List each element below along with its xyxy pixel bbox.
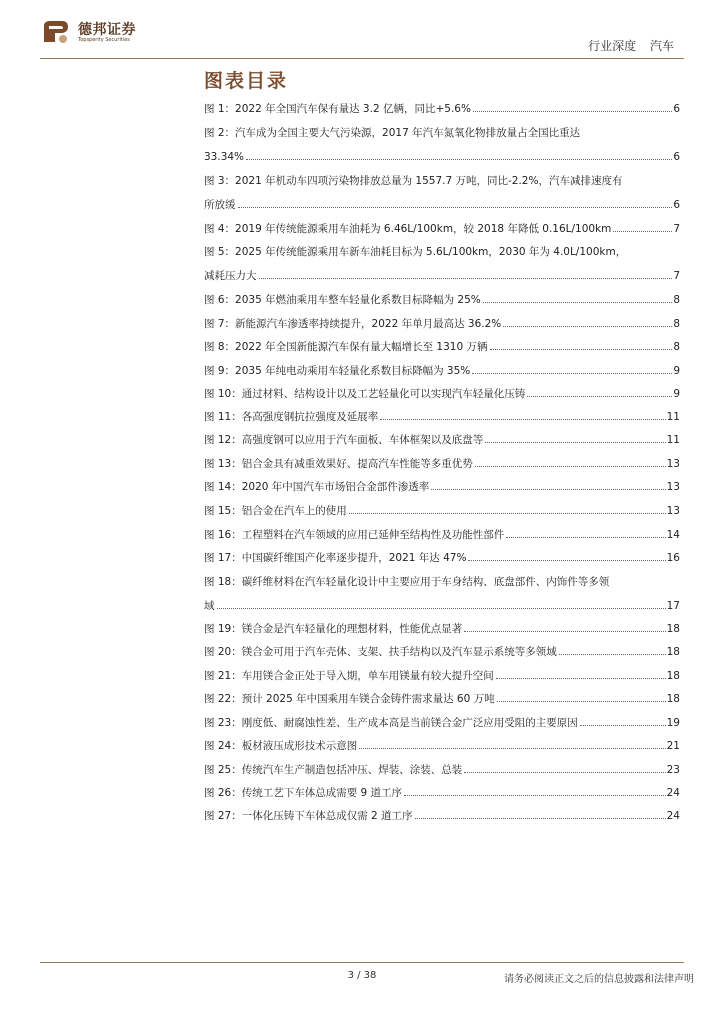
toc-entry-page: 11 <box>666 411 680 423</box>
toc-leader-dots <box>475 466 666 467</box>
toc-entry-page: 24 <box>666 810 680 822</box>
toc-entry-label: 图 22： <box>204 693 242 705</box>
toc-entry[interactable] <box>204 364 680 378</box>
toc-entry-text: 2035 年纯电动乘用车轻量化系数目标降幅为 35% <box>235 365 471 377</box>
toc-entry-text: 铝合金在汽车上的使用 <box>241 505 347 517</box>
toc-leader-dots <box>506 537 665 538</box>
toc-entry-text: 新能源汽车渗透率持续提升，2022 年单月最高达 36.2% <box>235 318 502 330</box>
toc-entry-label: 图 19： <box>204 623 242 635</box>
toc-entry-text: 镁合金可用于汽车壳体、支架、扶手结构以及汽车显示系统等多领域 <box>241 646 557 658</box>
toc-entry[interactable] <box>204 410 680 424</box>
toc-entry-text: 镁合金是汽车轻量化的理想材料，性能优点显著 <box>241 623 463 635</box>
toc-leader-dots <box>431 489 665 490</box>
toc-entry-label: 图 1： <box>204 103 236 115</box>
toc-entry-label: 图 2： <box>204 127 236 139</box>
toc-leader-dots <box>349 513 666 514</box>
toc-entry-page: 11 <box>666 434 680 446</box>
toc-leader-dots <box>483 302 673 303</box>
toc-entry-page: 8 <box>673 294 680 306</box>
toc-entry-page: 17 <box>666 600 680 612</box>
toc-entry-label: 图 20： <box>204 646 242 658</box>
toc-leader-dots <box>380 419 665 420</box>
toc-leader-dots <box>359 748 665 749</box>
toc-entry-page: 9 <box>673 388 680 400</box>
toc-entry-page: 7 <box>673 270 680 282</box>
toc-leader-dots <box>404 795 666 796</box>
toc-leader-dots <box>238 207 673 208</box>
toc-entry-text: 预计 2025 年中国乘用车镁合金铸件需求量达 60 万吨 <box>241 693 495 705</box>
toc-entry-page: 6 <box>673 199 680 211</box>
toc-entry-text: 工程塑料在汽车领域的应用已延伸至结构性及功能性部件 <box>241 529 505 541</box>
toc-leader-dots <box>613 231 672 232</box>
toc-entry-label: 图 12： <box>204 434 242 446</box>
toc-entry-label: 图 8： <box>204 341 236 353</box>
toc-entry[interactable] <box>204 739 680 753</box>
toc-entry-label: 图 16： <box>204 529 242 541</box>
toc-entry-label: 图 5： <box>204 246 236 258</box>
toc-entry-text: 中国碳纤维国产化率逐步提升，2021 年达 47% <box>241 552 467 564</box>
toc-leader-dots <box>472 373 672 374</box>
logo-chinese-text: 德邦证券 <box>78 22 136 38</box>
toc-entry-text: 传统工艺下车体总成需要 9 道工序 <box>241 787 403 799</box>
toc-entry-text: 汽车成为全国主要大气污染源，2017 年汽车氮氧化物排放量占全国比重达 <box>235 127 581 139</box>
toc-entry-page: 16 <box>666 552 680 564</box>
toc-leader-dots <box>473 111 672 112</box>
toc-entry-page: 14 <box>666 529 680 541</box>
toc-entry-page: 8 <box>673 318 680 330</box>
toc-entry[interactable] <box>204 716 680 730</box>
toc-leader-dots <box>527 396 672 397</box>
toc-entry[interactable] <box>204 528 680 542</box>
toc-entry-label: 图 11： <box>204 411 242 423</box>
toc-entry-text: 减耗压力大 <box>204 270 257 282</box>
toc-entry-page: 9 <box>673 365 680 377</box>
header-divider <box>40 58 684 59</box>
toc-entry-text: 2020 年中国汽车市场铝合金部件渗透率 <box>241 481 430 493</box>
toc-leader-dots <box>464 631 665 632</box>
toc-entry[interactable] <box>204 433 680 447</box>
toc-leader-dots <box>496 678 666 679</box>
toc-entry-label: 图 6： <box>204 294 236 306</box>
toc-entry[interactable] <box>204 457 680 471</box>
toc-entry[interactable] <box>204 669 680 683</box>
logo-english-text: Topsperity Securities <box>78 37 130 43</box>
logo-mark-icon <box>40 16 72 48</box>
toc-entry[interactable] <box>204 387 680 401</box>
toc-entry-text: 传统汽车生产制造包括冲压、焊装、涂装、总装 <box>241 764 463 776</box>
toc-leader-dots <box>497 701 666 702</box>
toc-entry[interactable] <box>204 645 680 659</box>
toc-entry[interactable] <box>204 504 680 518</box>
toc-entry-page: 18 <box>666 693 680 705</box>
toc-leader-dots <box>503 326 672 327</box>
toc-entry-text: 各高强度钢抗拉强度及延展率 <box>241 411 379 423</box>
toc-entry[interactable] <box>204 692 680 706</box>
toc-entry-label: 图 14： <box>204 481 242 493</box>
toc-leader-dots <box>485 442 665 443</box>
toc-entry[interactable] <box>204 575 680 613</box>
toc-entry-label: 图 13： <box>204 458 242 470</box>
toc-entry-text: 2019 年传统能源乘用车油耗为 6.46L/100km，较 2018 年降低 0.16L/100km <box>235 223 612 235</box>
toc-entry[interactable] <box>204 622 680 636</box>
toc-entry-label: 图 25： <box>204 764 242 776</box>
toc-entry-page: 13 <box>666 458 680 470</box>
toc-entry-page: 8 <box>673 341 680 353</box>
toc-entry-page: 7 <box>673 223 680 235</box>
figure-toc-list <box>204 102 680 823</box>
toc-entry-page: 21 <box>666 740 680 752</box>
footer-divider <box>40 962 684 963</box>
toc-entry-text: 板材液压成形技术示意图 <box>241 740 358 752</box>
toc-entry[interactable] <box>204 245 680 283</box>
toc-entry[interactable] <box>204 809 680 823</box>
toc-entry-label: 图 3： <box>204 175 236 187</box>
toc-entry-page: 13 <box>666 505 680 517</box>
toc-entry[interactable] <box>204 763 680 777</box>
toc-entry-text: 刚度低、耐腐蚀性差、生产成本高是当前镁合金广泛应用受阻的主要原因 <box>241 717 578 729</box>
toc-entry[interactable] <box>204 786 680 800</box>
toc-entry-text: 2025 年传统能源乘用车新车油耗目标为 5.6L/100km，2030 年为 4.0L/100km， <box>235 246 627 258</box>
toc-entry-text: 域 <box>204 600 215 612</box>
toc-entry-page: 6 <box>673 151 680 163</box>
company-logo <box>40 16 160 48</box>
toc-entry-text: 2022 年全国汽车保有量达 3.2 亿辆，同比+5.6% <box>235 103 471 115</box>
toc-entry-page: 18 <box>666 670 680 682</box>
toc-entry[interactable] <box>204 293 680 307</box>
toc-entry-page: 24 <box>666 787 680 799</box>
toc-entry-page: 19 <box>666 717 680 729</box>
header-category <box>588 37 674 54</box>
toc-entry[interactable] <box>204 551 680 565</box>
toc-leader-dots <box>490 349 673 350</box>
toc-leader-dots <box>217 608 666 609</box>
toc-entry-text: 车用镁合金正处于导入期，单车用镁量有较大提升空间 <box>241 670 494 682</box>
toc-entry-page: 18 <box>666 646 680 658</box>
page-number: 3 / 38 <box>347 970 377 981</box>
toc-entry-label: 图 10： <box>204 388 242 400</box>
toc-entry[interactable] <box>204 340 680 354</box>
toc-entry-label: 图 4： <box>204 223 236 235</box>
toc-entry-text: 所放缓 <box>204 199 236 211</box>
toc-leader-dots <box>559 654 666 655</box>
toc-entry[interactable] <box>204 317 680 331</box>
toc-entry-page: 23 <box>666 764 680 776</box>
toc-entry-label: 图 23： <box>204 717 242 729</box>
toc-entry-label: 图 27： <box>204 810 242 822</box>
toc-entry-label: 图 17： <box>204 552 242 564</box>
toc-entry-label: 图 24： <box>204 740 242 752</box>
toc-entry-page: 18 <box>666 623 680 635</box>
toc-entry-text: 碳纤维材料在汽车轻量化设计中主要应用于车身结构、底盘部件、内饰件等多领 <box>241 576 610 588</box>
toc-entry[interactable] <box>204 480 680 494</box>
toc-entry-label: 图 7： <box>204 318 236 330</box>
toc-entry[interactable] <box>204 126 680 164</box>
toc-entry-text: 铝合金具有减重效果好、提高汽车性能等多重优势 <box>241 458 473 470</box>
toc-leader-dots <box>464 772 665 773</box>
toc-entry-label: 图 9： <box>204 365 236 377</box>
toc-entry-text: 通过材料、结构设计以及工艺轻量化可以实现汽车轻量化压铸 <box>241 388 526 400</box>
toc-entry-page: 13 <box>666 481 680 493</box>
toc-entry[interactable] <box>204 222 680 236</box>
toc-leader-dots <box>468 560 665 561</box>
toc-entry-label: 图 15： <box>204 505 242 517</box>
toc-title: 图表目录 <box>204 70 289 92</box>
toc-entry[interactable] <box>204 102 680 116</box>
page-header <box>0 0 724 62</box>
toc-entry-text: 2021 年机动车四项污染物排放总量为 1557.7 万吨，同比-2.2%，汽车减排速度有 <box>235 175 623 187</box>
toc-leader-dots <box>580 725 666 726</box>
toc-leader-dots <box>259 278 673 279</box>
toc-entry-label: 图 18： <box>204 576 242 588</box>
toc-entry-label: 图 26： <box>204 787 242 799</box>
toc-entry-page: 6 <box>673 103 680 115</box>
industry-label: 汽车 <box>649 39 674 53</box>
report-type: 行业深度 <box>588 39 637 53</box>
toc-leader-dots <box>246 159 672 160</box>
toc-entry-text: 高强度钢可以应用于汽车面板、车体框架以及底盘等 <box>241 434 484 446</box>
toc-entry-label: 图 21： <box>204 670 242 682</box>
toc-entry-text: 2035 年燃油乘用车整车轻量化系数目标降幅为 25% <box>235 294 481 306</box>
toc-entry-text: 2022 年全国新能源汽车保有量大幅增长至 1310 万辆 <box>235 341 488 353</box>
toc-entry-text: 一体化压铸下车体总成仅需 2 道工序 <box>241 810 413 822</box>
toc-entry-text: 33.34% <box>204 151 245 163</box>
toc-entry[interactable] <box>204 174 680 212</box>
disclaimer-note: 请务必阅读正文之后的信息披露和法律声明 <box>504 974 694 985</box>
toc-leader-dots <box>415 818 666 819</box>
